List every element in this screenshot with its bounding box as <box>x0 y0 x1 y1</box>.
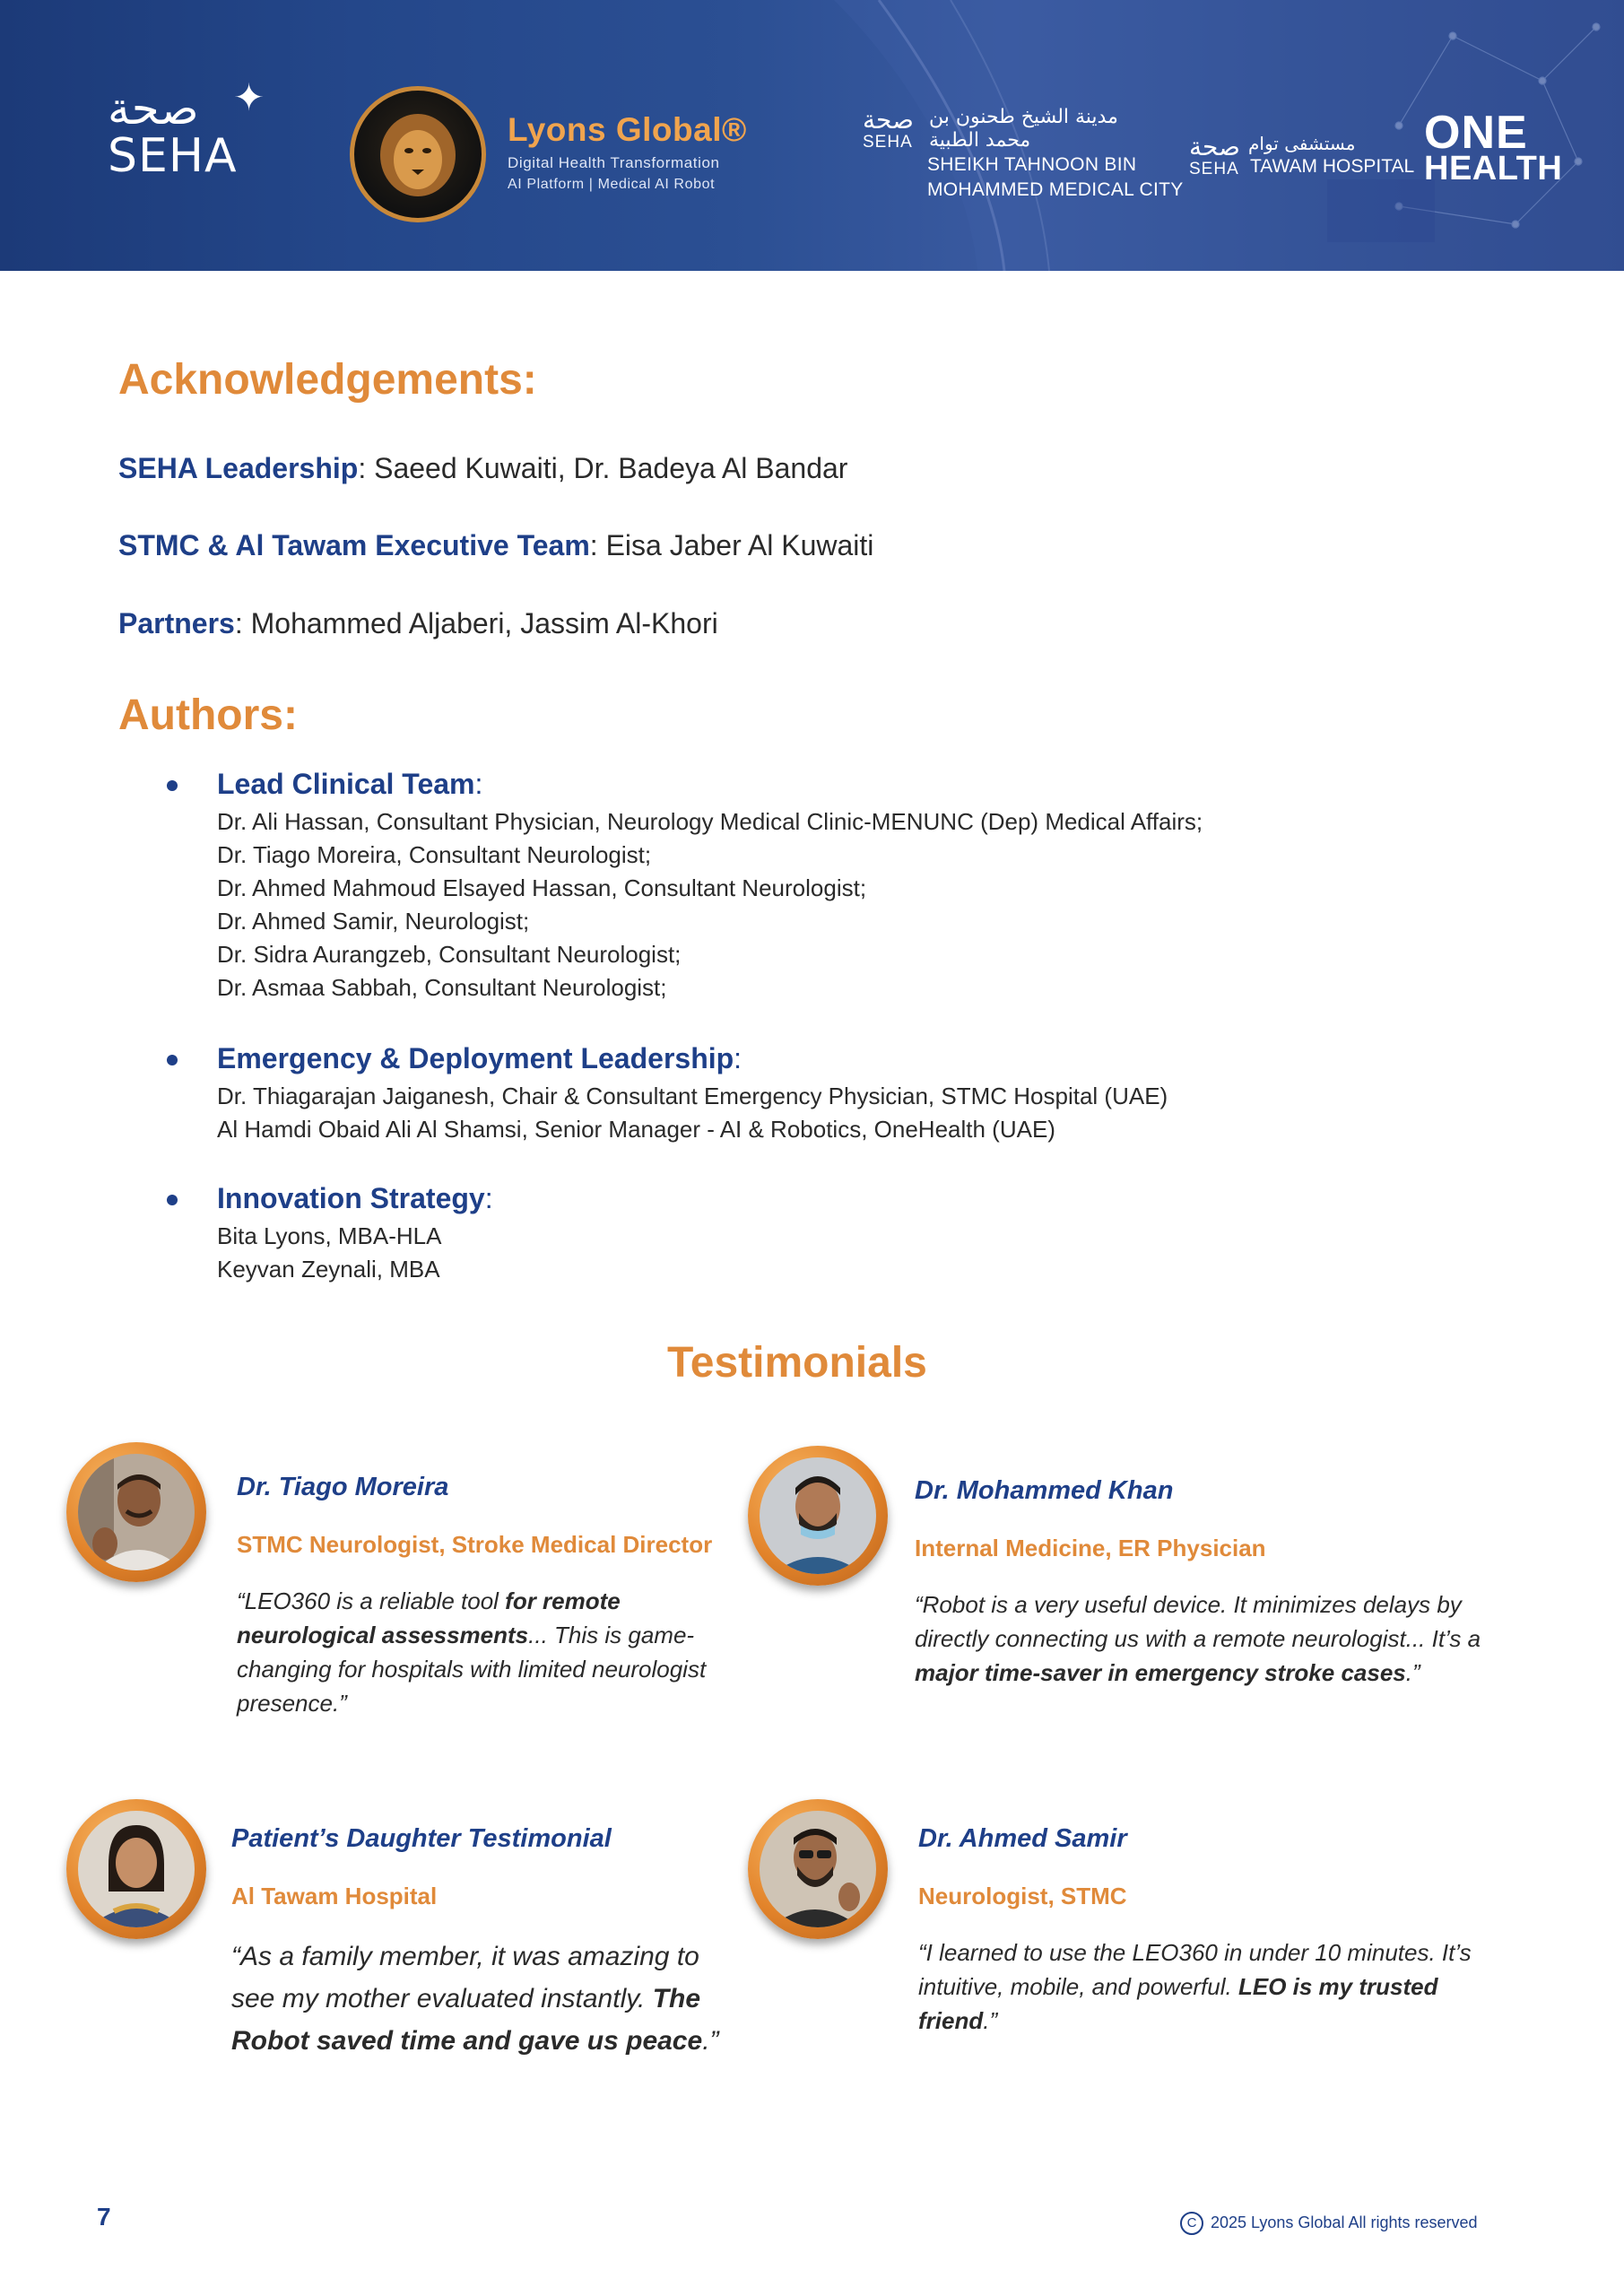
author-line: Bita Lyons, MBA-HLA <box>217 1222 442 1249</box>
avatar <box>66 1799 206 1939</box>
ack-row-partners <box>118 607 718 640</box>
author-line: Dr. Tiago Moreira, Consultant Neurologist; <box>217 841 652 868</box>
copyright-icon: C <box>1180 2212 1203 2235</box>
avatar <box>748 1446 888 1586</box>
testimonial-name: Dr. Ahmed Samir <box>918 1824 1127 1853</box>
header-banner <box>0 0 1624 271</box>
banner-background-graphic <box>0 0 1624 271</box>
lyons-global-tagline: AI Platform | Medical AI Robot <box>508 177 716 192</box>
testimonial-name: Patient’s Daughter Testimonial <box>231 1824 612 1853</box>
onehealth-logo <box>1424 107 1563 187</box>
portrait-photo <box>760 1811 876 1927</box>
testimonial-quote: “As a family member, it was amazing to see my mother evaluated instantly. The Robot saved time and gave us peace.” <box>231 1942 719 2056</box>
author-line: Dr. Ali Hassan, Consultant Physician, Neurology Medical Clinic-MENUNC (Dep) Medical Affairs; <box>217 808 1203 835</box>
tawam-hospital-name: TAWAM HOSPITAL <box>1250 156 1415 177</box>
stmc-arabic-name: مدينة الشيخ طحنون بن محمد الطبية <box>929 106 1118 152</box>
stmc-seha-arabic: صحة <box>863 105 914 135</box>
testimonial-role: STMC Neurologist, Stroke Medical Director <box>237 1531 713 1558</box>
portrait-photo <box>760 1457 876 1574</box>
stmc-name-line1: SHEIKH TAHNOON BIN <box>927 154 1137 175</box>
testimonial-role: Neurologist, STMC <box>918 1883 1127 1909</box>
bullet-icon <box>167 780 178 791</box>
ack-label: STMC & Al Tawam Executive Team <box>118 529 590 561</box>
copyright-notice <box>1180 2212 1478 2235</box>
acknowledgements-heading: Acknowledgements: <box>118 356 537 404</box>
tawam-seha-text: SEHA <box>1189 160 1239 178</box>
avatar <box>66 1442 206 1582</box>
author-group-title-emergency: Emergency & Deployment Leadership: <box>217 1042 743 1074</box>
lyons-global-lion-logo <box>350 86 486 222</box>
tawam-arabic-name: مستشفى توام <box>1248 133 1356 154</box>
bullet-icon <box>167 1195 178 1205</box>
testimonial-quote: “Robot is a very useful device. It minimizes delays by directly connecting us with a remote neurologist... It’s a major time-saver in emergency stroke cases.” <box>915 1591 1481 1686</box>
testimonial-name: Dr. Tiago Moreira <box>237 1473 449 1501</box>
stmc-name-line2: MOHAMMED MEDICAL CITY <box>927 179 1184 200</box>
lyons-global-title: Lyons Global® <box>508 111 747 148</box>
author-group-lines-innovation <box>217 1220 441 1286</box>
ack-label: Partners <box>118 607 235 639</box>
stmc-seha-text: SEHA <box>863 133 913 152</box>
ack-value: : Saeed Kuwaiti, Dr. Badeya Al Bandar <box>358 452 848 484</box>
tawam-seha-logo <box>1189 132 1240 179</box>
ack-value: : Eisa Jaber Al Kuwaiti <box>589 529 874 561</box>
portrait-photo <box>78 1454 195 1570</box>
sparkle-icon: ✦ <box>233 76 265 118</box>
author-line: Dr. Ahmed Samir, Neurologist; <box>217 908 530 935</box>
author-line: Dr. Sidra Aurangzeb, Consultant Neurologist; <box>217 941 682 968</box>
page-number: 7 <box>97 2203 111 2231</box>
testimonial-role: Internal Medicine, ER Physician <box>915 1535 1266 1561</box>
testimonial-name: Dr. Mohammed Khan <box>915 1476 1174 1505</box>
author-group-title-innovation: Innovation Strategy: <box>217 1182 493 1214</box>
stmc-seha-logo <box>863 105 914 152</box>
testimonials-heading: Testimonials <box>667 1339 927 1387</box>
seha-logo-arabic: صحة <box>108 83 199 135</box>
testimonial-quote: “LEO360 is a reliable tool for remote neurological assessments... This is game-changing for hospitals with limited neurologist presence.” <box>237 1587 707 1717</box>
author-line: Dr. Asmaa Sabbah, Consultant Neurologist; <box>217 974 667 1001</box>
author-line: Keyvan Zeynali, MBA <box>217 1256 440 1283</box>
author-group-lines-emergency <box>217 1080 1168 1146</box>
copyright-text: 2025 Lyons Global All rights reserved <box>1211 2213 1478 2231</box>
avatar <box>748 1799 888 1939</box>
author-line: Dr. Thiagarajan Jaiganesh, Chair & Consultant Emergency Physician, STMC Hospital (UAE) <box>217 1083 1168 1109</box>
ack-row-seha-leadership <box>118 452 847 485</box>
bullet-icon <box>167 1055 178 1065</box>
lyons-global-subtitle: Digital Health Transformation <box>508 154 720 171</box>
testimonial-quote: “I learned to use the LEO360 in under 10 minutes. It’s intuitive, mobile, and powerful. LEO is my trusted friend.” <box>918 1939 1472 2034</box>
onehealth-logo-line2: HEALTH <box>1424 150 1563 187</box>
author-group-title-lead-clinical: Lead Clinical Team: <box>217 768 483 800</box>
lion-icon <box>378 110 458 200</box>
author-line: Al Hamdi Obaid Ali Al Shamsi, Senior Manager - AI & Robotics, OneHealth (UAE) <box>217 1116 1055 1143</box>
ack-value: : Mohammed Aljaberi, Jassim Al-Khori <box>234 607 718 639</box>
ack-row-executive-team <box>118 529 873 562</box>
authors-heading: Authors: <box>118 691 298 739</box>
tawam-seha-arabic: صحة <box>1189 132 1240 161</box>
testimonial-role: Al Tawam Hospital <box>231 1883 438 1909</box>
onehealth-logo-line1: ONE <box>1424 107 1528 159</box>
seha-logo-text: SEHA <box>108 129 238 183</box>
seha-logo <box>108 76 265 183</box>
portrait-photo <box>78 1811 195 1927</box>
ack-label: SEHA Leadership <box>118 452 359 484</box>
author-line: Dr. Ahmed Mahmoud Elsayed Hassan, Consultant Neurologist; <box>217 874 867 901</box>
author-group-lines-lead-clinical <box>217 805 1203 1004</box>
